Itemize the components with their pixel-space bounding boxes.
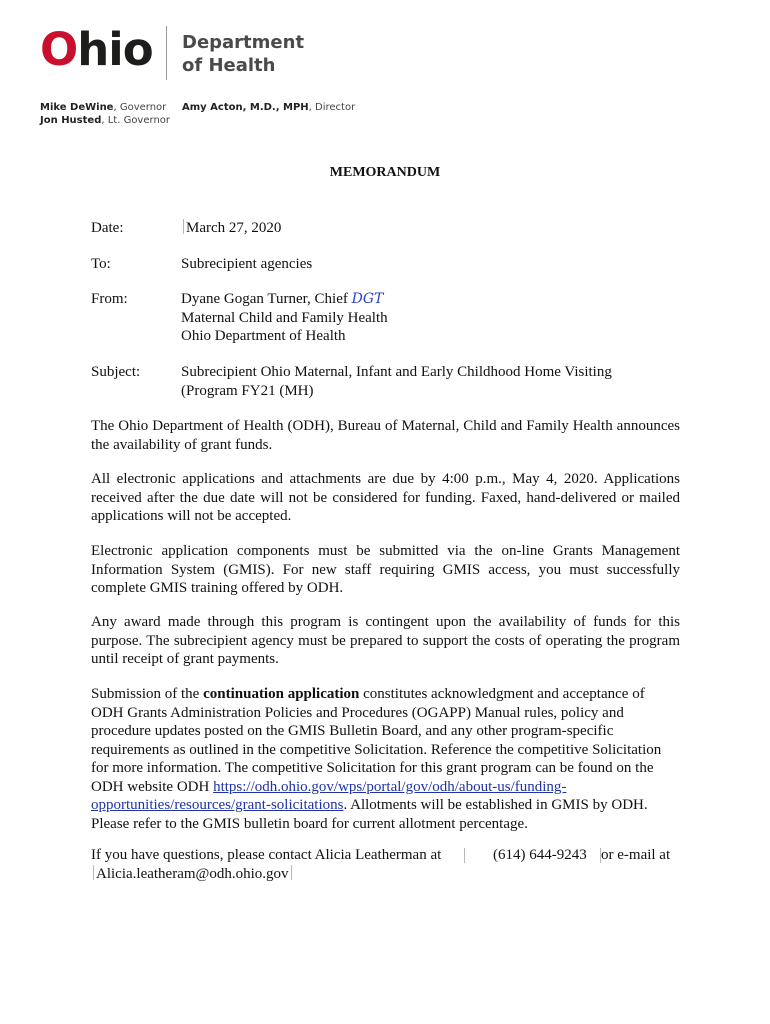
text-cursor-marker	[93, 865, 94, 880]
from-value	[181, 290, 388, 346]
governor-name: Mike DeWine	[40, 102, 114, 113]
director-title: , Director	[308, 102, 356, 113]
department-line-1: Department	[182, 32, 305, 53]
contact-text: If you have questions, please contact Alicia Leatherman at	[91, 847, 442, 863]
text-cursor-marker	[183, 219, 184, 234]
ohio-logo	[40, 20, 153, 80]
continuation-emphasis: continuation application	[203, 686, 360, 702]
governor-title: , Governor	[113, 102, 167, 113]
to-label: To:	[91, 256, 111, 272]
lt-governor-name: Jon Husted	[40, 115, 102, 126]
subject-label: Subject:	[91, 364, 141, 380]
contact-phone: (614) 644-9243	[493, 847, 587, 863]
subject-line-1: Subrecipient Ohio Maternal, Infant and Early Childhood Home Visiting	[181, 364, 612, 380]
continuation-text-start: Submission of the	[91, 686, 204, 702]
paragraph-deadline: All electronic applications and attachments are due by 4:00 p.m., May 4, 2020. Applications received after the due date will not be considered for funding. Faxed, hand-delivered or mailed applications will not be accepted.	[91, 471, 680, 524]
director-block	[182, 101, 355, 114]
date-label: Date:	[91, 220, 124, 236]
paragraph-funding: Any award made through this program is contingent upon the availability of funds for this purpose. The subrecipient agency must be prepared to support the costs of operating the program until receipt of grant payments.	[91, 614, 680, 667]
memo-title: MEMORANDUM	[329, 165, 441, 180]
letterhead	[0, 0, 770, 140]
subject-value	[181, 363, 612, 400]
director-name: Amy Acton, M.D., MPH	[182, 102, 309, 113]
paragraph-continuation	[91, 685, 680, 833]
text-cursor-marker	[464, 848, 465, 863]
logo-letter-o: O	[40, 23, 78, 76]
date-value	[181, 219, 281, 238]
continuation-text-mid: constitutes acknowledgment and acceptance of ODH Grants Administration Policies and Procedures (OGAPP) Manual rules, policy and procedure updates posted on the GMIS Bulletin Board, and any other program-specific requirements as outlined in the competitive Solicitation. Reference the competitive Solicitation for more information. The competitive Solicitation for this grant program can be found on the ODH website ODH	[91, 686, 662, 795]
from-department: Ohio Department of Health	[181, 328, 346, 344]
contact-email: Alicia.leatheram@odh.ohio.gov	[96, 865, 289, 882]
paragraph-announcement: The Ohio Department of Health (ODH), Bureau of Maternal, Child and Family Health announces the availability of grant funds.	[91, 418, 680, 453]
header-divider	[166, 26, 167, 80]
contact-line-1	[91, 846, 680, 865]
department-name	[182, 31, 304, 77]
paragraph-contact	[91, 846, 680, 883]
date-text: March 27, 2020	[186, 220, 282, 236]
logo-letters: hio	[77, 23, 153, 76]
continuation-text-end: . Allotments will be established in GMIS by ODH. Please refer to the GMIS bulletin board for current allotment percentage.	[91, 797, 648, 832]
contact-line-2	[91, 865, 680, 884]
to-value: Subrecipient agencies	[181, 256, 313, 272]
from-division: Maternal Child and Family Health	[181, 309, 388, 326]
paragraph-gmis: Electronic application components must be submitted via the on-line Grants Management Information System (GMIS). For new staff requiring GMIS access, you must successfully complete GMIS training offered by ODH.	[91, 543, 680, 596]
grant-solicitations-link[interactable]: https://odh.ohio.gov/wps/portal/gov/odh/about-us/funding-opportunities/resources/grant-solicitations	[91, 778, 567, 813]
signature-initials: DGT	[351, 291, 384, 307]
from-label: From:	[91, 291, 128, 307]
contact-email-prefix: or e-mail at	[601, 847, 671, 863]
subject-line-2: (Program FY21 (MH)	[181, 382, 314, 399]
department-line-2: of Health	[182, 55, 276, 76]
text-cursor-marker	[291, 865, 292, 880]
from-name: Dyane Gogan Turner, Chief	[181, 291, 348, 307]
governor-block	[40, 101, 170, 127]
lt-governor-title: , Lt. Governor	[101, 115, 171, 126]
